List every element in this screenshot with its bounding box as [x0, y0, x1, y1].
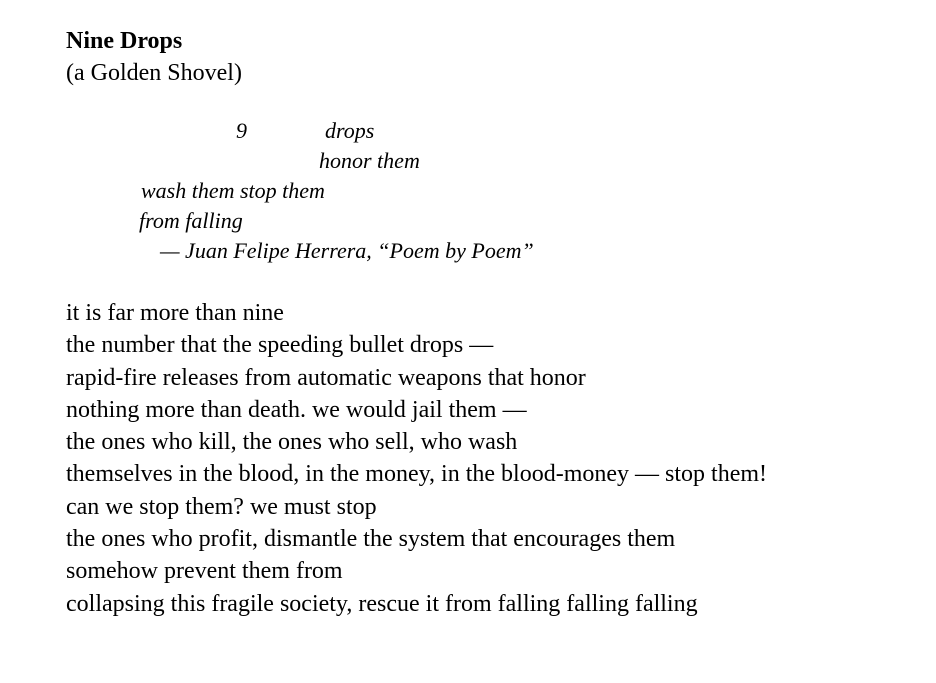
- epigraph-line-2: honor them: [319, 148, 420, 173]
- poem-line: collapsing this fragile society, rescue it from falling falling falling: [66, 590, 698, 617]
- poem-subtitle: (a Golden Shovel): [66, 60, 242, 86]
- epigraph-number: 9: [236, 118, 247, 143]
- epigraph-attribution: — Juan Felipe Herrera, “Poem by Poem”: [160, 238, 534, 263]
- poem-line: it is far more than nine: [66, 300, 284, 326]
- poem-line: can we stop them? we must stop: [66, 493, 377, 520]
- poem-line: the ones who profit, dismantle the system that encourages them: [66, 526, 676, 553]
- poem-line: themselves in the blood, in the money, in the blood-money — stop them!: [66, 461, 768, 488]
- epigraph-line-3: wash them stop them: [141, 178, 325, 203]
- poem-line: rapid-fire releases from automatic weapons that honor: [66, 364, 586, 391]
- poem-line: the number that the speeding bullet drops —: [66, 332, 494, 359]
- poem-body: [66, 297, 767, 620]
- epigraph-line-4: from falling: [139, 208, 243, 233]
- poem-line: the ones who kill, the ones who sell, who wash: [66, 429, 518, 456]
- poem-line: somehow prevent them from: [66, 558, 343, 585]
- poem-line: nothing more than death. we would jail them —: [66, 396, 527, 423]
- poem-title: Nine Drops: [66, 28, 183, 54]
- epigraph-word-drops: drops: [325, 118, 375, 143]
